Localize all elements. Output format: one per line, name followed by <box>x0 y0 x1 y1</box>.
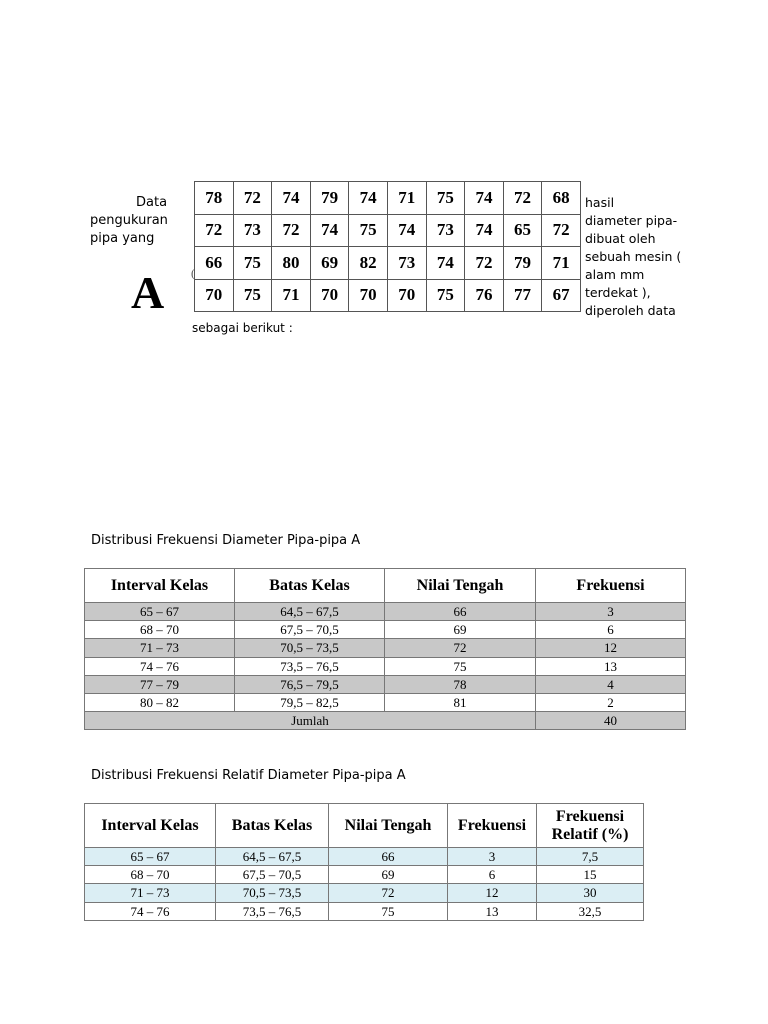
freq-header-cell: Interval Kelas <box>85 569 235 603</box>
raw-data-row <box>195 247 581 280</box>
raw-data-cell: 74 <box>387 214 426 247</box>
rel-header-cell: Frekuensi <box>448 804 537 848</box>
table-cell: 81 <box>385 693 536 711</box>
raw-data-cell: 73 <box>387 247 426 280</box>
table-cell: 65 – 67 <box>85 848 216 866</box>
raw-data-cell: 75 <box>426 182 465 215</box>
table-cell: 6 <box>536 621 686 639</box>
table-cell: 67,5 – 70,5 <box>235 621 385 639</box>
table-row <box>85 621 686 639</box>
raw-data-cell: 72 <box>503 182 542 215</box>
raw-data-cell: 66 <box>195 247 234 280</box>
table-cell: 6 <box>448 866 537 884</box>
raw-data-cell: 72 <box>272 214 311 247</box>
rel-header-cell: Frekuensi Relatif (%) <box>537 804 644 848</box>
table-cell: 65 – 67 <box>85 603 235 621</box>
raw-data-cell: 70 <box>310 279 349 312</box>
raw-data-cell: 72 <box>465 247 504 280</box>
raw-data-cell: 67 <box>542 279 581 312</box>
table-row <box>85 884 644 902</box>
rel-header-cell: Batas Kelas <box>216 804 329 848</box>
stray-paren: ( <box>191 266 195 280</box>
raw-data-cell: 70 <box>195 279 234 312</box>
raw-data-cell: 75 <box>349 214 388 247</box>
table-cell: 7,5 <box>537 848 644 866</box>
freq-table-caption: Distribusi Frekuensi Diameter Pipa-pipa A <box>91 533 361 548</box>
table-cell: 32,5 <box>537 902 644 920</box>
pipe-label-letter: A <box>131 267 165 318</box>
table-row <box>85 603 686 621</box>
freq-header-cell: Nilai Tengah <box>385 569 536 603</box>
raw-data-cell: 69 <box>310 247 349 280</box>
raw-data-cell: 82 <box>349 247 388 280</box>
rel-freq-table <box>84 803 644 921</box>
table-cell: 74 – 76 <box>85 657 235 675</box>
freq-table <box>84 568 686 730</box>
raw-data-row <box>195 214 581 247</box>
intro-left-line: pipa yang <box>90 231 155 246</box>
raw-data-cell: 72 <box>195 214 234 247</box>
freq-header-cell: Batas Kelas <box>235 569 385 603</box>
intro-left-text <box>90 194 170 248</box>
freq-header-cell: Frekuensi <box>536 569 686 603</box>
intro-right-text <box>585 194 685 320</box>
table-cell: 12 <box>536 639 686 657</box>
table-cell: 77 – 79 <box>85 675 235 693</box>
table-cell: 75 <box>385 657 536 675</box>
raw-data-cell: 74 <box>465 182 504 215</box>
raw-data-cell: 70 <box>387 279 426 312</box>
freq-table-header-row <box>85 569 686 603</box>
table-cell: 70,5 – 73,5 <box>235 639 385 657</box>
raw-data-cell: 72 <box>542 214 581 247</box>
rel-table-caption: Distribusi Frekuensi Relatif Diameter Pipa-pipa A <box>91 768 406 783</box>
table-cell: 30 <box>537 884 644 902</box>
table-cell: 12 <box>448 884 537 902</box>
table-row <box>85 902 644 920</box>
table-cell: 71 – 73 <box>85 639 235 657</box>
table-cell: 13 <box>448 902 537 920</box>
table-cell: 13 <box>536 657 686 675</box>
intro-right-line: terdekat ), <box>585 285 651 300</box>
table-row <box>85 848 644 866</box>
intro-below-text: sebagai berikut : <box>192 321 293 335</box>
raw-data-row <box>195 182 581 215</box>
table-row <box>85 675 686 693</box>
table-cell: 66 <box>385 603 536 621</box>
table-cell: 78 <box>385 675 536 693</box>
raw-data-cell: 80 <box>272 247 311 280</box>
table-row <box>85 693 686 711</box>
table-cell: 75 <box>329 902 448 920</box>
total-label: Jumlah <box>85 712 536 730</box>
raw-data-cell: 70 <box>349 279 388 312</box>
table-cell: 68 – 70 <box>85 866 216 884</box>
raw-data-row <box>195 279 581 312</box>
table-cell: 74 – 76 <box>85 902 216 920</box>
intro-right-line: alam mm <box>585 267 645 282</box>
raw-data-cell: 74 <box>272 182 311 215</box>
rel-table-header-row <box>85 804 644 848</box>
total-row <box>85 712 686 730</box>
raw-data-cell: 75 <box>426 279 465 312</box>
raw-data-cell: 79 <box>310 182 349 215</box>
intro-right-line: diperoleh data <box>585 303 676 318</box>
raw-data-cell: 68 <box>542 182 581 215</box>
raw-data-table <box>194 181 581 312</box>
raw-data-cell: 72 <box>233 182 272 215</box>
table-cell: 76,5 – 79,5 <box>235 675 385 693</box>
table-row <box>85 866 644 884</box>
intro-right-line: sebuah mesin ( <box>585 249 682 264</box>
raw-data-cell: 65 <box>503 214 542 247</box>
table-cell: 69 <box>385 621 536 639</box>
table-cell: 4 <box>536 675 686 693</box>
intro-left-line: Data <box>136 195 168 210</box>
table-row <box>85 657 686 675</box>
total-value: 40 <box>536 712 686 730</box>
raw-data-cell: 75 <box>233 247 272 280</box>
raw-data-cell: 71 <box>542 247 581 280</box>
intro-right-line: dibuat oleh <box>585 231 656 246</box>
table-cell: 72 <box>329 884 448 902</box>
raw-data-cell: 71 <box>387 182 426 215</box>
table-cell: 2 <box>536 693 686 711</box>
raw-data-cell: 74 <box>426 247 465 280</box>
raw-data-cell: 77 <box>503 279 542 312</box>
table-cell: 66 <box>329 848 448 866</box>
table-cell: 3 <box>448 848 537 866</box>
table-cell: 71 – 73 <box>85 884 216 902</box>
table-cell: 69 <box>329 866 448 884</box>
intro-right-line: diameter pipa- <box>585 213 678 228</box>
raw-data-cell: 74 <box>310 214 349 247</box>
rel-header-cell: Interval Kelas <box>85 804 216 848</box>
table-cell: 15 <box>537 866 644 884</box>
table-cell: 79,5 – 82,5 <box>235 693 385 711</box>
table-cell: 73,5 – 76,5 <box>235 657 385 675</box>
table-cell: 64,5 – 67,5 <box>235 603 385 621</box>
raw-data-cell: 78 <box>195 182 234 215</box>
table-cell: 3 <box>536 603 686 621</box>
intro-right-line: hasil <box>585 195 615 210</box>
raw-data-cell: 76 <box>465 279 504 312</box>
table-cell: 80 – 82 <box>85 693 235 711</box>
table-cell: 64,5 – 67,5 <box>216 848 329 866</box>
raw-data-cell: 73 <box>233 214 272 247</box>
table-cell: 73,5 – 76,5 <box>216 902 329 920</box>
raw-data-cell: 73 <box>426 214 465 247</box>
table-cell: 67,5 – 70,5 <box>216 866 329 884</box>
table-cell: 70,5 – 73,5 <box>216 884 329 902</box>
raw-data-cell: 71 <box>272 279 311 312</box>
table-cell: 68 – 70 <box>85 621 235 639</box>
rel-header-cell: Nilai Tengah <box>329 804 448 848</box>
table-row <box>85 639 686 657</box>
table-cell: 72 <box>385 639 536 657</box>
raw-data-cell: 74 <box>465 214 504 247</box>
raw-data-cell: 79 <box>503 247 542 280</box>
raw-data-cell: 74 <box>349 182 388 215</box>
intro-left-line: pengukuran <box>90 213 168 228</box>
raw-data-cell: 75 <box>233 279 272 312</box>
